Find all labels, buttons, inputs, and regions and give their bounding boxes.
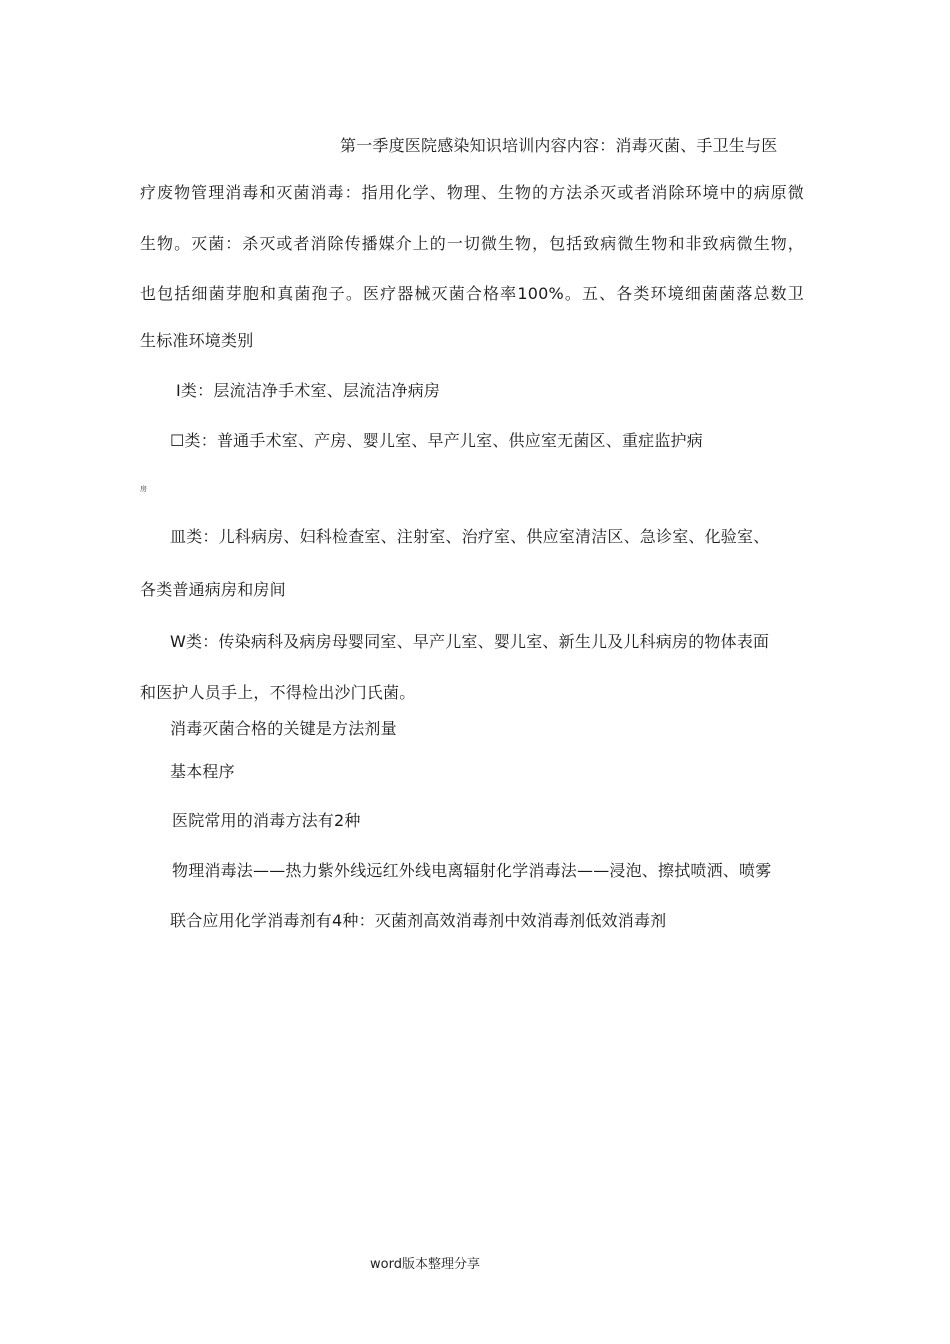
- paragraph-line: 疗废物管理消毒和灭菌消毒：指用化学、物理、生物的方法杀灭或者消除环境中的病原微: [140, 183, 804, 202]
- paragraph-line: 生标准环境类别: [140, 331, 254, 350]
- paragraph-line: 生物。灭菌：杀灭或者消除传播媒介上的一切微生物，包括致病微生物和非致病微生物，: [140, 234, 804, 253]
- stray-character: 房: [140, 485, 147, 493]
- title-line: 第一季度医院感染知识培训内容内容：消毒灭菌、手卫生与医: [340, 136, 778, 155]
- category-iv-line: W类：传染病科及病房母婴同室、早产儿室、婴儿室、新生儿及儿科病房的物体表面: [170, 632, 770, 651]
- category-iii-line: 皿类：儿科病房、妇科检查室、注射室、治疗室、供应室清洁区、急诊室、化验室、: [170, 527, 770, 546]
- paragraph-line: 各类普通病房和房间: [140, 580, 286, 599]
- paragraph-line: 医院常用的消毒方法有2种: [172, 811, 361, 830]
- paragraph-line: 物理消毒法——热力紫外线远红外线电离辐射化学消毒法——浸泡、擦拭喷洒、喷雾: [172, 861, 772, 880]
- paragraph-line: 基本程序: [170, 762, 235, 781]
- paragraph-line: 联合应用化学消毒剂有4种：灭菌剂高效消毒剂中效消毒剂低效消毒剂: [170, 911, 667, 930]
- paragraph-line: 消毒灭菌合格的关键是方法剂量: [170, 719, 397, 738]
- footer-text: word版本整理分享: [370, 1257, 480, 1272]
- category-i-line: I类：层流洁净手术室、层流洁净病房: [176, 381, 441, 400]
- paragraph-line: 和医护人员手上，不得检出沙门氏菌。: [140, 683, 416, 702]
- category-ii-line: ☐类：普通手术室、产房、婴儿室、早产儿室、供应室无菌区、重症监护病: [170, 431, 703, 450]
- paragraph-line: 也包括细菌芽胞和真菌孢子。医疗器械灭菌合格率100%。五、各类环境细菌菌落总数卫: [140, 284, 804, 303]
